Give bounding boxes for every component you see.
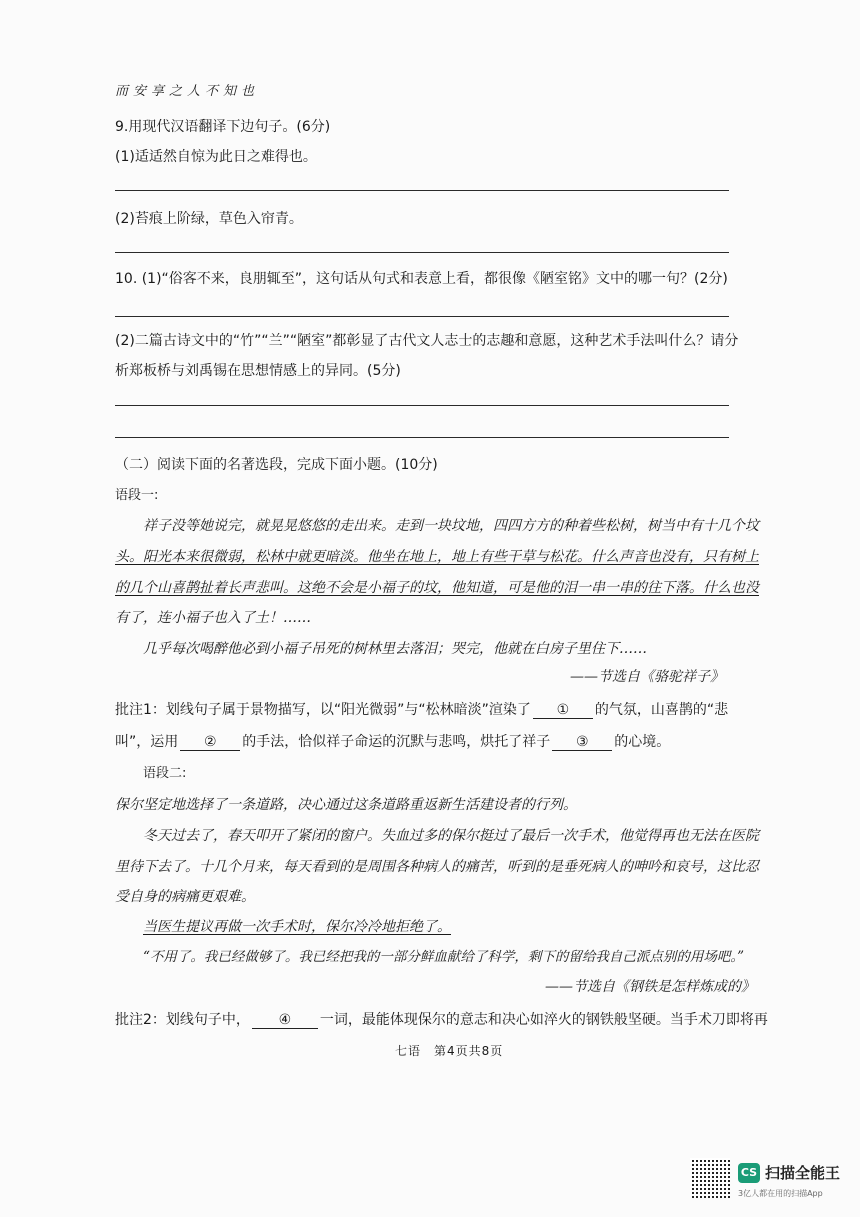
watermark-tagline: 3亿人都在用的扫描App	[738, 1189, 823, 1198]
blank-4: ④	[252, 1012, 318, 1029]
note-2-line-1	[115, 1011, 768, 1029]
answer-line	[115, 437, 729, 438]
passage-2-source: ——节选自《钢铁是怎样炼成的》	[545, 979, 755, 995]
passage-2-line-5: 当医生提议再做一次手术时，保尔冷冷地拒绝了。	[143, 919, 451, 935]
qr-code-icon	[690, 1158, 730, 1198]
note-1-text-a: 批注1：划线句子属于景物描写，以“阳光微弱”与“松林暗淡”渲染了	[115, 702, 531, 718]
note-1-line-2	[115, 733, 670, 751]
passage-2-line-1: 保尔坚定地选择了一条道路，决心通过这条道路重返新生活建设者的行列。	[115, 797, 577, 813]
passage-1-line-3	[115, 579, 759, 597]
watermark-app-name: 扫描全能王	[765, 1164, 841, 1182]
note-2-text-a: 批注2：划线句子中，	[115, 1012, 250, 1028]
note-1-text-e: 的手法，恰似祥子命运的沉默与悲鸣，烘托了祥子	[242, 734, 551, 750]
passage-2-line-6: “不用了。我已经做够了。我已经把我的一部分鲜血献给了科学，剩下的留给我自己派点别的用场吧。”	[143, 949, 745, 965]
q10-sub-1: 10. (1)“俗客不来，良朋辄至”，这句话从句式和表意上看，都很像《陋室铭》文中的哪一句？(2分)	[115, 271, 728, 287]
note-1-text-d: 叫”，运用	[115, 734, 179, 750]
passage-1-line-1: 祥子没等她说完，就晃晃悠悠的走出来。走到一块坟地，四四方方的种着些松树，树当中有十几个坟	[143, 518, 759, 534]
note-1-line-1	[115, 701, 728, 719]
q10-sub-2-line-1: (2)二篇古诗文中的“竹”“兰”“陋室”都彰显了古代文人志士的志趣和意愿，这种艺术手法叫什么？请分	[115, 333, 739, 349]
top-fragment: 而安享之人不知也	[115, 84, 260, 99]
q9-title: 9.用现代汉语翻译下边句子。(6分)	[115, 119, 331, 135]
blank-1: ①	[533, 702, 593, 719]
answer-line	[115, 190, 729, 191]
passage-1-line-3-text: 的几个山喜鹊扯着长声悲叫。这绝不会是小福子的坟，他知道，可是他的泪一串一串的往下落。什么也没	[115, 580, 759, 596]
answer-line	[115, 316, 729, 317]
blank-2: ②	[180, 734, 240, 751]
q10-sub-2-line-2: 析郑板桥与刘禹锡在思想情感上的异同。(5分)	[115, 363, 401, 379]
passage-1-line-2: 头。阳光本来很微弱，松林中就更暗淡。他坐在地上，地上有些干草与松花。什么声音也没有，只有树上	[115, 549, 759, 565]
q9-sentence-1: (1)适适然自惊为此日之难得也。	[115, 149, 317, 165]
note-2-text-c: 一词，最能体现保尔的意志和决心如淬火的钢铁般坚硬。当手术刀即将再	[319, 1012, 768, 1028]
cs-logo-icon: CS	[738, 1163, 760, 1183]
q9-sentence-2: (2)苔痕上阶绿，草色入帘青。	[115, 211, 303, 227]
passage-1-line-4: 有了，连小福子也入了土！……	[115, 610, 311, 626]
passage-1-label: 语段一:	[115, 488, 159, 503]
page-footer: 七语 第4页共8页	[395, 1044, 504, 1058]
passage-2-label: 语段二:	[143, 766, 187, 781]
note-1-text-f: 的心境。	[614, 734, 671, 750]
passage-2-line-2: 冬天过去了，春天叩开了紧闭的窗户。失血过多的保尔挺过了最后一次手术，他觉得再也无法在医院	[143, 828, 759, 844]
passage-2-line-4: 受自身的病痛更艰难。	[115, 889, 255, 905]
passage-1-line-5: 几乎每次喝醉他必到小福子吊死的树林里去落泪；哭完，他就在白房子里住下……	[143, 641, 647, 657]
passage-1-source: ——节选自《骆驼祥子》	[570, 669, 724, 685]
blank-3: ③	[552, 734, 612, 751]
passage-2-line-3: 里待下去了。十几个月来，每天看到的是周围各种病人的痛苦，听到的是垂死病人的呻吟和哀号，这比忍	[115, 859, 759, 875]
note-1-text-c: 的气氛，山喜鹊的“悲	[594, 702, 729, 718]
answer-line	[115, 405, 729, 406]
answer-line	[115, 252, 729, 253]
section-2-title: （二）阅读下面的名著选段，完成下面小题。(10分)	[115, 457, 438, 473]
